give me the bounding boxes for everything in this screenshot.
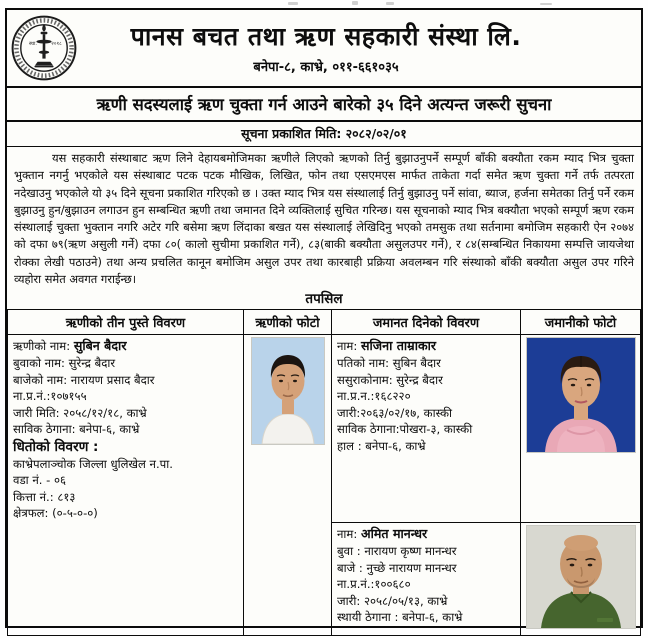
borrower-detail-line: जारी मिति: २०५८/१२/१८, काभ्रे — [13, 405, 147, 420]
col-header-guarantor-details: जमानत दिनेको विवरण — [332, 310, 521, 335]
document-header — [7, 10, 641, 86]
scan-artifact — [540, 3, 552, 5]
guarantor2-photo — [527, 526, 635, 628]
guarantor1-detail-line: हाल : बनेपा-६, काभ्रे — [337, 438, 426, 453]
collateral-line: काभ्रेपलाञ्चोक जिल्ला धुलिखेल न.पा. — [13, 456, 173, 471]
notice-headline: ऋणी सदस्यलाई ऋण चुक्ता गर्न आउने बारेको ३५ दिने अत्यन्त जरूरी सुचना — [7, 86, 641, 122]
borrower-name-line — [13, 338, 239, 355]
guarantor2-detail-line: बाजे : नुच्छे नारायण मानन्धर — [337, 560, 457, 575]
borrower-photo-cell — [244, 335, 332, 636]
seal-right-text: २०१८ — [51, 41, 62, 47]
guarantor1-name: सजिना ताम्राकार — [360, 338, 437, 354]
col-header-guarantor-photo: जमानीको फोटो — [521, 310, 641, 335]
organization-address: बनेपा-८, काभ्रे, ०११-६६१०३५ — [253, 59, 399, 75]
guarantor2-photo-cell — [521, 523, 641, 636]
guarantor1-detail-line: जारी:२०६३/०२/१७, कास्की — [337, 405, 452, 420]
borrower-photo — [252, 338, 324, 444]
notice-body — [7, 147, 641, 288]
guarantor2-detail-line: स्थायी ठेगाना : बनेपा-६, काभ्रे — [337, 610, 463, 625]
tapasil-label: तपसिल — [305, 291, 343, 308]
collateral-line: क्षेत्रफल: (०-५-०-०) — [13, 506, 98, 521]
guarantor2-name-label: नाम: — [337, 527, 358, 542]
collateral-line: कित्ता नं.: ८१३ — [13, 489, 76, 504]
guarantor1-photo-cell — [521, 335, 641, 523]
table-row — [8, 335, 641, 523]
guarantor2-details-cell — [332, 523, 521, 636]
guarantor1-detail-line: साविक ठेगाना:पोखरा-३, कास्की — [337, 422, 473, 437]
guarantor2-name-line — [337, 526, 516, 543]
borrower-detail-line: साविक ठेगाना: बनेपा-६, काभ्रे — [13, 422, 140, 437]
notice-document — [5, 8, 643, 628]
scan-artifact — [352, 1, 358, 5]
header-text-block — [81, 22, 641, 75]
borrower-detail-line: ना.प्र.नं.:१०७१५५ — [13, 389, 87, 404]
borrower-detail-line: बाजेको नाम: नारायण प्रसाद बैदार — [13, 372, 155, 387]
col-header-borrower-details: ऋणीको तीन पुस्ते विवरण — [8, 310, 244, 335]
seal-icon — [10, 14, 78, 82]
guarantor1-detail-line: ना.प्र.न.:१६८२२० — [337, 389, 411, 404]
scan-artifact — [288, 2, 298, 5]
guarantor1-details-cell — [332, 335, 521, 523]
details-table — [7, 309, 641, 636]
guarantor1-detail-line: पतिको नाम: सुबिन बैदार — [337, 355, 441, 370]
organization-name: पानस बचत तथा ऋण सहकारी संस्था लि. — [130, 21, 522, 51]
guarantor2-detail-line: ना.प्र.नं.:१००६८० — [337, 577, 411, 592]
guarantor1-detail-line: ससुराकोनाम: सुरेन्द्र बैदार — [337, 372, 443, 387]
cooperative-seal-logo — [7, 14, 81, 82]
collateral-line: वडा नं. - ०६ — [13, 473, 67, 488]
guarantor1-photo — [527, 338, 635, 452]
seal-left-text: स्था. — [29, 41, 37, 47]
guarantor1-name-label: नाम: — [337, 339, 358, 354]
guarantor1-name-line — [337, 338, 516, 355]
borrower-name: सुबिन बैदार — [73, 338, 127, 354]
table-header-row — [8, 310, 641, 335]
guarantor2-detail-line: बुवा : नारायण कृष्ण मानन्धर — [337, 543, 457, 558]
col-header-borrower-photo: ऋणीको फोटो — [244, 310, 332, 335]
borrower-detail-line: बुवाको नाम: सुरेन्द्र बैदार — [13, 355, 116, 370]
scan-artifact — [386, 2, 394, 5]
borrower-details-cell — [8, 335, 244, 636]
borrower-name-label: ऋणीको नाम: — [13, 339, 71, 354]
notice-paragraph: यस सहकारी संस्थाबाट ऋण लिने देहायबमोजिमका ऋणीले लिएको ऋणको तिर्नु बुझाउनुपर्ने सम्पूर्ण बाँकी बक्यौता रकम म्याद भित्र चुक्ता भुक्तान नगर्नु भएकोले यस संस्थाबाट पटक पटक मौखिक, लिखित, फोन तथा एसएमएस मार्फत ताकेता गर्दा समेत ऋण चुक्ता गर्ने तर्फ तत्परता नदेखाउनु भएकोले यो ३५ दिने सूचना प्रकाशित गरिएको छ । उक्त म्याद भित्र यस संस्थालाई तिर्नु बुझाउनु पर्ने सांवा, ब्याज, हर्जना समेतका तिर्नु पर्ने रकम बुझाउनु हुन/बुझाउन लगाउन हुन सम्बन्धित ऋणी तथा जमानत दिने व्यक्तिलाई सुचित गरिन्छ। यस सूचनाको म्याद भित्र बक्यौता भएको सम्पूर्ण ऋण रकम संस्थालाई चुक्ता भुक्तान नगरि अटेर गरि बसेमा ऋण लिंदाका बखत यस संस्थालाई लेखिदिनु भएको तमसुक तथा सर्तनामा बमोजिम सहकारी ऐन २०७४ को दफा ७९(ऋण असुली गर्ने) दफा ८०( कालो सुचीमा प्रकाशित गर्ने), ८३(बाकी बक्यौता असुलउपर गर्ने), र ८४(सम्बन्धित निकायमा सम्पत्ति जायजेथा रोक्का लेखी पठाउने) तथा अन्य प्रचलित कानून बमोजिम असुल उपर तथा कारबाही प्रक्रिया अवलम्बन गरि संस्थाको बाँकी बक्यौता असुल उपर गरिने व्यहोरा समेत अवगत गराईन्छ। — [14, 151, 634, 287]
collateral-heading: धितोको विवरण : — [13, 438, 99, 455]
guarantor2-detail-line: जारी: २०५८/०५/१३, काभ्रे — [337, 593, 448, 608]
published-date: सूचना प्रकाशित मिति: २०८२/०२/०१ — [7, 122, 641, 147]
guarantor2-name: अमित मानन्धर — [360, 526, 428, 542]
